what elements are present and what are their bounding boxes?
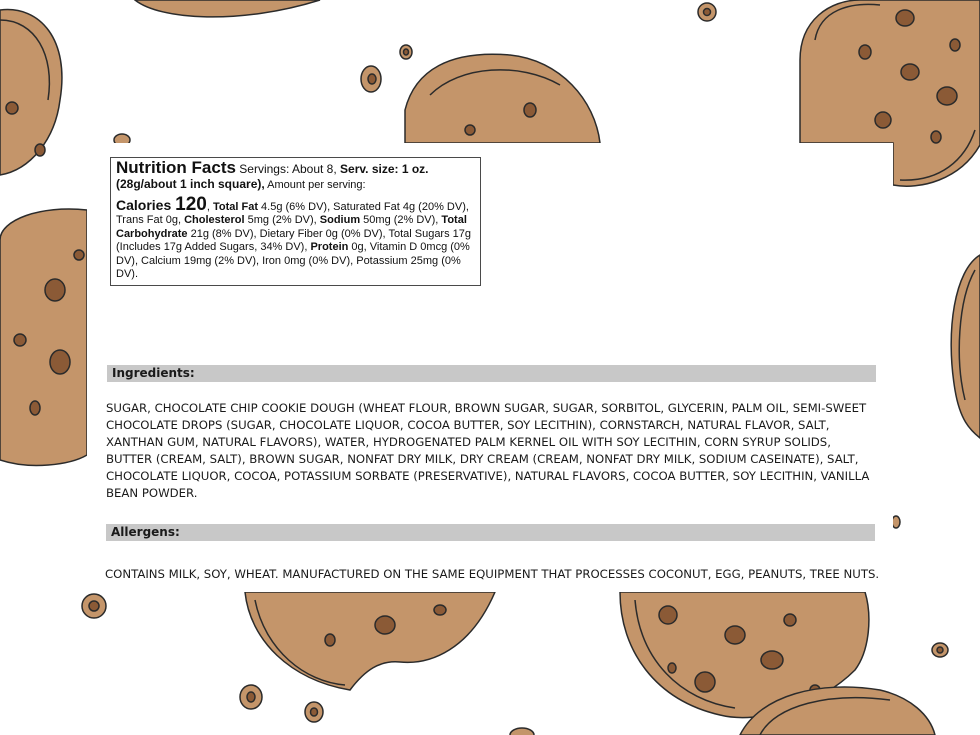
nutrition-title: Nutrition Facts — [116, 158, 236, 177]
total-fat-text: 4.5g (6% DV), Saturated Fat 4g (20% DV), Trans Fat 0g, — [116, 201, 469, 227]
cookie-crumb-icon — [361, 66, 381, 92]
cookie-crumb-icon — [892, 516, 900, 528]
calories-value: 120 — [175, 194, 207, 215]
cookie-icon — [245, 592, 495, 690]
carbohydrate-text: 21g (8% DV), Dietary Fiber 0g (0% DV), Total Sugars 17g (Includes 17g Added Sugars, 34% DV), — [116, 227, 472, 254]
cholesterol-text: 5mg (2% DV), — [244, 214, 320, 227]
cookie-crumb-icon — [698, 3, 716, 21]
cookie-icon — [951, 255, 980, 438]
cookie-crumb-icon — [82, 594, 106, 618]
protein-text: 0g, Vitamin D 0mcg (0% DV), Calcium 19mg (2% DV), Iron 0mg (0% DV), Potassium 25mg (0% DV). — [116, 241, 470, 281]
cookie-crumb-icon — [240, 685, 262, 709]
cookie-crumb-icon — [305, 702, 323, 722]
cookie-icon — [135, 0, 320, 17]
calories-label: Calories — [116, 197, 176, 213]
amount-per-serving: Amount per serving: — [264, 179, 366, 191]
nutrition-details: Calories 120, Total Fat 4.5g (6% DV), Saturated Fat 4g (20% DV), Trans Fat 0g, Cholesterol 5mg (2% DV), Sodium 50mg (2% DV), Total Carbohydrate 21g (8% DV), Dietary Fiber 0g (0% DV), Total Sugars 17g (Includes 17g Added Sugars, 34% DV), Protein 0g, Vitamin D 0mcg (0% DV), Calcium 19mg (2% DV), Iron 0mg (0% DV), Potassium 25mg (0% DV). — [116, 194, 472, 281]
protein-label: Protein — [310, 241, 349, 254]
sodium-label: Sodium — [319, 214, 361, 227]
cookie-crumb-icon — [400, 45, 412, 59]
cholesterol-label: Cholesterol — [184, 214, 245, 227]
ingredients-heading: Ingredients: — [107, 365, 876, 382]
carbohydrate-label: Total Carbohydrate — [116, 214, 467, 240]
allergens-heading: Allergens: — [106, 524, 875, 541]
sodium-text: 50mg (2% DV), — [360, 214, 442, 227]
total-fat-label: Total Fat — [212, 201, 258, 213]
cookie-crumb-icon — [510, 728, 534, 735]
allergens-text: CONTAINS MILK, SOY, WHEAT. MANUFACTURED ON THE SAME EQUIPMENT THAT PROCESSES COCONUT, EGG, PEANUTS, TREE NUTS. — [105, 567, 880, 581]
nutrition-header — [116, 160, 475, 193]
ingredients-text: SUGAR, CHOCOLATE CHIP COOKIE DOUGH (WHEAT FLOUR, BROWN SUGAR, SUGAR, SORBITOL, GLYCERIN, PALM OIL, SEMI-SWEET CHOCOLATE DROPS (SUGAR, CHOCOLATE LIQUOR, COCOA BUTTER, SOY LECITHIN), CORNSTARCH, NATURAL FLAVOR, SALT, XANTHAN GUM, NATURAL FLAVORS), WATER, HYDROGENATED PALM KERNEL OIL WITH SOY LECITHIN, CORN SYRUP SOLIDS, BUTTER (CREAM, SALT), BROWN SUGAR, NONFAT DRY MILK, DRY CREAM (CREAM, NONFAT DRY MILK, SODIUM CASEINATE), SALT, CHOCOLATE LIQUOR, COCOA, POTASSIUM SORBATE (PRESERVATIVE), NATURAL FLAVORS, COCOA BUTTER, SOY LECITHIN, VANILLA BEAN POWDER. — [106, 401, 870, 500]
serving-size: Serv. size: 1 oz. (28g/about 1 inch square), — [116, 162, 429, 191]
cookie-icon — [0, 209, 87, 465]
cookie-icon — [0, 10, 62, 175]
cookie-icon — [405, 54, 600, 143]
cookie-crumb-icon — [932, 643, 948, 657]
nutrition-facts-box — [110, 157, 481, 286]
servings-text: Servings: About 8, — [235, 162, 341, 176]
